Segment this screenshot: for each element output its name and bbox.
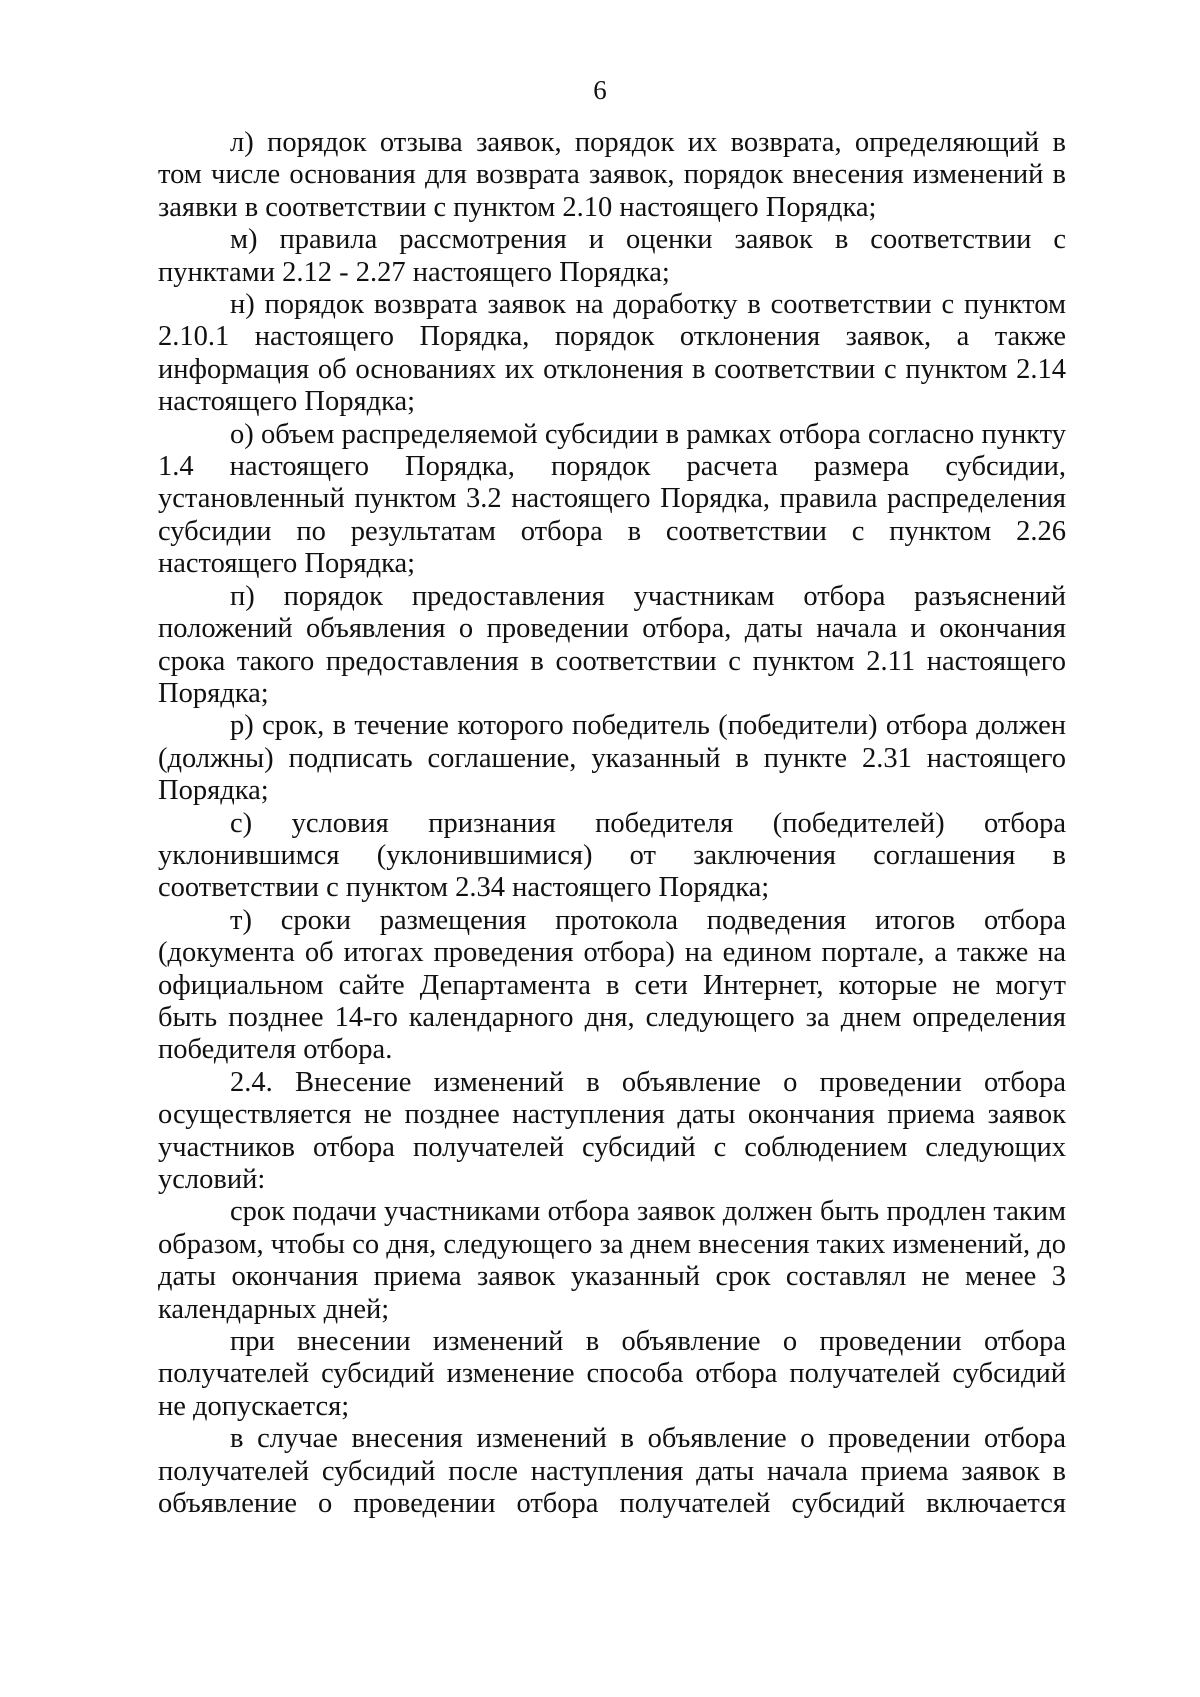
paragraph-n: н) порядок возврата заявок на доработку в соответствии с пунктом 2.10.1 настоящего Порядка, порядок отклонения заявок, а также информация об основаниях их отклонения в соответствии с пунктом 2.14 настоящего Порядка; bbox=[158, 289, 1066, 418]
paragraph-p: п) порядок предоставления участникам отбора разъяснений положений объявления о проведении отбора, даты начала и окончания срока такого предоставления в соответствии с пунктом 2.11 настоящего Порядка; bbox=[158, 580, 1066, 709]
paragraph-method-change: при внесении изменений в объявление о проведении отбора получателей субсидий изменение способа отбора получателей субсидий не допускается; bbox=[158, 1326, 1066, 1422]
paragraph-o: о) объем распределяемой субсидии в рамках отбора согласно пункту 1.4 настоящего Порядка, порядок расчета размера субсидии, установленный пунктом 3.2 настоящего Порядка, правила распределения субсидии по результатам отбора в соответствии с пунктом 2.26 настоящего Порядка; bbox=[158, 418, 1066, 580]
paragraph-m: м) правила рассмотрения и оценки заявок в соответствии с пунктами 2.12 - 2.27 настоящего Порядка; bbox=[158, 224, 1066, 288]
paragraph-l: л) порядок отзыва заявок, порядок их возврата, определяющий в том числе основания для возврата заявок, порядок внесения изменений в заявки в соответствии с пунктом 2.10 настоящего Порядка; bbox=[158, 127, 1066, 223]
paragraph-s: с) условия признания победителя (победителей) отбора уклонившимся (уклонившимися) от заключения соглашения в соответствии с пунктом 2.34 настоящего Порядка; bbox=[158, 807, 1066, 904]
document-body bbox=[158, 127, 1066, 1520]
paragraph-deadline-extension: срок подачи участниками отбора заявок должен быть продлен таким образом, чтобы со дня, следующего за днем внесения таких изменений, до даты окончания приема заявок указанный срок составлял не менее 3 календарных дней; bbox=[158, 1196, 1066, 1325]
paragraph-t: т) сроки размещения протокола подведения итогов отбора (документа об итогах проведения отбора) на едином портале, а также на официальном сайте Департамента в сети Интернет, которые не могут быть позднее 14-го календарного дня, следующего за днем определения победителя отбора. bbox=[158, 904, 1066, 1066]
paragraph-2-4: 2.4. Внесение изменений в объявление о проведении отбора осуществляется не позднее наступления даты окончания приема заявок участников отбора получателей субсидий с соблюдением следующих условий: bbox=[158, 1066, 1066, 1195]
page-number: 6 bbox=[593, 75, 607, 105]
paragraph-changes-after-start: в случае внесения изменений в объявление о проведении отбора получателей субсидий после наступления даты начала приема заявок в объявление о проведении отбора получателей субсидий включается bbox=[158, 1423, 1066, 1520]
paragraph-r: р) срок, в течение которого победитель (победители) отбора должен (должны) подписать соглашение, указанный в пункте 2.31 настоящего Порядка; bbox=[158, 710, 1066, 807]
